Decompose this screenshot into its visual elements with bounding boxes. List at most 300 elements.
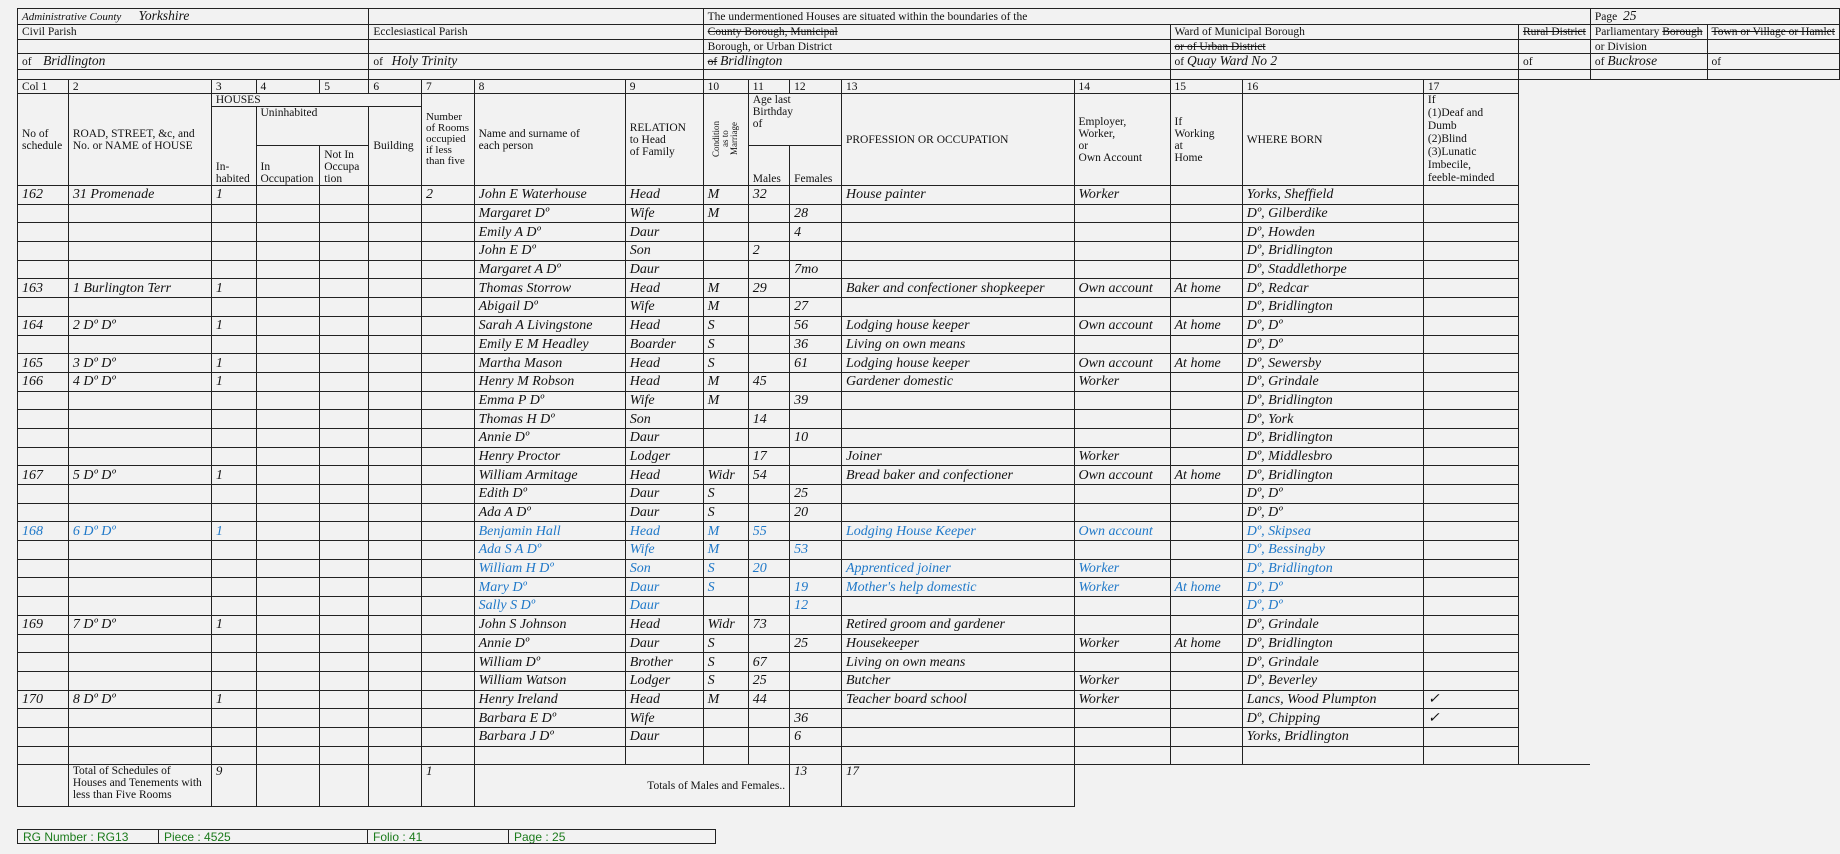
person-name: Ada S A Dº: [474, 541, 625, 560]
not-in-occupation: [320, 503, 369, 522]
male-age: [748, 634, 789, 653]
employment-status: Worker: [1074, 559, 1170, 578]
schedule-number: [18, 260, 69, 279]
not-in-occupation-heading: Not In Occupa tion: [320, 146, 369, 186]
building: [369, 204, 422, 223]
relation: Brother: [625, 653, 703, 672]
table-row: [18, 597, 1840, 616]
relation: Head: [625, 372, 703, 391]
female-age: [790, 690, 842, 709]
working-at-home: [1170, 186, 1242, 205]
schedule-number: [18, 578, 69, 597]
in-occupation: [256, 428, 320, 447]
birthplace: Dº, Bridlington: [1242, 298, 1423, 317]
marital-condition: M: [703, 372, 748, 391]
inhabited-count: [211, 391, 256, 410]
birthplace: Lancs, Wood Plumpton: [1242, 690, 1423, 709]
infirmity-mark: [1423, 223, 1518, 242]
marital-condition: S: [703, 485, 748, 504]
table-row: [18, 186, 1840, 205]
working-at-home: At home: [1170, 578, 1242, 597]
occupation: Housekeeper: [841, 634, 1074, 653]
person-name: Ada A Dº: [474, 503, 625, 522]
working-at-home: At home: [1170, 279, 1242, 298]
town-cell: of: [1707, 54, 1840, 70]
table-row: [18, 279, 1840, 298]
person-name: Annie Dº: [474, 428, 625, 447]
male-age: 67: [748, 653, 789, 672]
occupation: Living on own means: [841, 653, 1074, 672]
in-occupation: [256, 727, 320, 746]
female-age: 19: [790, 578, 842, 597]
employment-status: [1074, 204, 1170, 223]
employment-status: [1074, 335, 1170, 354]
female-age: [790, 653, 842, 672]
admin-county-cell: Administrative County Yorkshire: [18, 9, 369, 25]
person-name: John S Johnson: [474, 615, 625, 634]
male-age: [748, 391, 789, 410]
infirmity-mark: [1423, 671, 1518, 690]
table-row: [18, 653, 1840, 672]
male-age: 54: [748, 466, 789, 485]
birthplace: Dº, Beverley: [1242, 671, 1423, 690]
building: [369, 298, 422, 317]
schedule-number: [18, 298, 69, 317]
employment-status: [1074, 485, 1170, 504]
female-age: [790, 615, 842, 634]
building: [369, 335, 422, 354]
admin-county-value: Yorkshire: [138, 8, 190, 23]
inhabited-count: [211, 298, 256, 317]
working-at-home: [1170, 410, 1242, 429]
working-at-home: [1170, 653, 1242, 672]
employment-status: Own account: [1074, 316, 1170, 335]
inhabited-count: [211, 578, 256, 597]
road-address: 8 Dº Dº: [68, 690, 211, 709]
road-address: [68, 260, 211, 279]
inhabited-count: 1: [211, 316, 256, 335]
building: [369, 410, 422, 429]
table-row: [18, 503, 1840, 522]
in-occupation: [256, 279, 320, 298]
in-occupation-heading: In Occupation: [256, 146, 320, 186]
occupation: [841, 727, 1074, 746]
page-reference: Page : 25: [509, 830, 716, 844]
inhabited-count: [211, 559, 256, 578]
inhabited-count: [211, 410, 256, 429]
in-occupation: [256, 485, 320, 504]
occupation: Bread baker and confectioner: [841, 466, 1074, 485]
inhabited-count: [211, 223, 256, 242]
schedule-number: [18, 559, 69, 578]
inhabited-heading: In- habited: [211, 107, 256, 186]
male-age: [748, 597, 789, 616]
person-name: John E Waterhouse: [474, 186, 625, 205]
occupation: Baker and confectioner shopkeeper: [841, 279, 1074, 298]
person-name: William Dº: [474, 653, 625, 672]
table-row: [18, 727, 1840, 746]
road-address: 5 Dº Dº: [68, 466, 211, 485]
employment-status: [1074, 541, 1170, 560]
road-address: [68, 727, 211, 746]
male-age: 17: [748, 447, 789, 466]
working-home-heading: If Working at Home: [1170, 94, 1242, 186]
in-occupation: [256, 186, 320, 205]
rooms-count: [421, 559, 474, 578]
town-village-label: Town or Village or Hamlet: [1707, 25, 1840, 40]
occupation: House painter: [841, 186, 1074, 205]
building: [369, 709, 422, 728]
employer-heading: Employer, Worker, or Own Account: [1074, 94, 1170, 186]
inhabited-count: 1: [211, 354, 256, 373]
male-age: 14: [748, 410, 789, 429]
marital-condition: [703, 447, 748, 466]
table-row: [18, 354, 1840, 373]
birthplace: Dº, Bridlington: [1242, 559, 1423, 578]
occupation: [841, 541, 1074, 560]
table-row: [18, 316, 1840, 335]
occupation: Apprenticed joiner: [841, 559, 1074, 578]
rooms-count: [421, 541, 474, 560]
schedule-number: [18, 242, 69, 261]
marital-condition: M: [703, 186, 748, 205]
rooms-count: [421, 522, 474, 541]
marital-condition: S: [703, 316, 748, 335]
male-age: 73: [748, 615, 789, 634]
in-occupation: [256, 503, 320, 522]
infirmity-mark: [1423, 260, 1518, 279]
occupation: Butcher: [841, 671, 1074, 690]
not-in-occupation: [320, 298, 369, 317]
occupation: [841, 260, 1074, 279]
female-age: [790, 559, 842, 578]
rooms-count: [421, 279, 474, 298]
person-name: Barbara E Dº: [474, 709, 625, 728]
birthplace: Dº, Staddlethorpe: [1242, 260, 1423, 279]
schedule-number: 162: [18, 186, 69, 205]
birthplace: Dº, Bridlington: [1242, 428, 1423, 447]
table-row: [18, 372, 1840, 391]
inhabited-count: [211, 428, 256, 447]
male-age: [748, 223, 789, 242]
table-row: [18, 466, 1840, 485]
not-in-occupation: [320, 559, 369, 578]
census-records: [18, 186, 1840, 765]
building: [369, 186, 422, 205]
marital-condition: M: [703, 391, 748, 410]
not-in-occupation: [320, 223, 369, 242]
relation-heading: RELATION to Head of Family: [625, 94, 703, 186]
marital-condition: S: [703, 354, 748, 373]
working-at-home: [1170, 447, 1242, 466]
working-at-home: [1170, 372, 1242, 391]
building: [369, 447, 422, 466]
relation: Head: [625, 466, 703, 485]
totals-label: Total of Schedules of Houses and Tenements with less than Five Rooms: [68, 765, 211, 807]
female-age: 28: [790, 204, 842, 223]
building: [369, 466, 422, 485]
not-in-occupation: [320, 204, 369, 223]
schedule-number: [18, 727, 69, 746]
in-occupation: [256, 335, 320, 354]
female-age: 7mo: [790, 260, 842, 279]
employment-status: Own account: [1074, 354, 1170, 373]
person-name: [474, 746, 625, 765]
male-age: [748, 541, 789, 560]
relation: Head: [625, 279, 703, 298]
birthplace: Dº, Bessingby: [1242, 541, 1423, 560]
road-address: [68, 447, 211, 466]
schedule-number: [18, 335, 69, 354]
building: [369, 316, 422, 335]
person-name: Emma P Dº: [474, 391, 625, 410]
relation: Daur: [625, 578, 703, 597]
marital-condition: Widr: [703, 466, 748, 485]
inhabited-count: 1: [211, 690, 256, 709]
uninhabited-heading: Uninhabited: [256, 107, 369, 146]
marital-condition: [703, 223, 748, 242]
schedule-number: 170: [18, 690, 69, 709]
relation: Lodger: [625, 447, 703, 466]
occupation: Mother's help domestic: [841, 578, 1074, 597]
civil-parish-value: Bridlington: [43, 53, 106, 68]
road-address: 2 Dº Dº: [68, 316, 211, 335]
marital-condition: M: [703, 690, 748, 709]
female-age: 53: [790, 541, 842, 560]
person-name: John E Dº: [474, 242, 625, 261]
rooms-count: [421, 391, 474, 410]
rooms-count: [421, 653, 474, 672]
relation: Wife: [625, 391, 703, 410]
table-row: [18, 634, 1840, 653]
ward-label: Ward of Municipal Borough: [1170, 25, 1518, 40]
relation: Head: [625, 690, 703, 709]
relation: Son: [625, 242, 703, 261]
birthplace: Dº, Howden: [1242, 223, 1423, 242]
table-row: [18, 485, 1840, 504]
working-at-home: At home: [1170, 354, 1242, 373]
working-at-home: [1170, 559, 1242, 578]
employment-status: Worker: [1074, 690, 1170, 709]
occupation: Retired groom and gardener: [841, 615, 1074, 634]
total-houses: 9: [211, 765, 256, 807]
occupation: [841, 204, 1074, 223]
marital-condition: Widr: [703, 615, 748, 634]
table-row: [18, 428, 1840, 447]
inhabited-count: [211, 260, 256, 279]
occupation: [841, 242, 1074, 261]
relation: [625, 746, 703, 765]
infirmity-mark: [1423, 354, 1518, 373]
parl-cell: of Buckrose: [1590, 54, 1707, 70]
marital-condition: S: [703, 578, 748, 597]
inhabited-count: [211, 671, 256, 690]
marital-condition: [703, 727, 748, 746]
person-name: William Armitage: [474, 466, 625, 485]
table-row: [18, 522, 1840, 541]
female-age: 4: [790, 223, 842, 242]
not-in-occupation: [320, 391, 369, 410]
schedule-heading: No of schedule: [18, 94, 69, 186]
schedule-number: [18, 223, 69, 242]
census-table: [17, 8, 1840, 807]
inhabited-count: 1: [211, 186, 256, 205]
rooms-count: [421, 354, 474, 373]
infirmity-mark: [1423, 447, 1518, 466]
person-name: Benjamin Hall: [474, 522, 625, 541]
relation: Head: [625, 615, 703, 634]
rooms-count: 2: [421, 186, 474, 205]
ward-cell: of Quay Ward No 2: [1170, 54, 1518, 70]
person-name: William Watson: [474, 671, 625, 690]
relation: Daur: [625, 503, 703, 522]
not-in-occupation: [320, 447, 369, 466]
relation: Head: [625, 186, 703, 205]
county-borough-label: County Borough, Municipal: [703, 25, 1170, 40]
schedule-number: [18, 597, 69, 616]
schedule-number: 167: [18, 466, 69, 485]
relation: Daur: [625, 223, 703, 242]
occupation: [841, 223, 1074, 242]
male-age: [748, 746, 789, 765]
schedule-number: [18, 204, 69, 223]
marital-condition: S: [703, 335, 748, 354]
working-at-home: [1170, 223, 1242, 242]
male-age: 25: [748, 671, 789, 690]
working-at-home: [1170, 204, 1242, 223]
male-age: 44: [748, 690, 789, 709]
eccl-blank: [369, 9, 703, 25]
female-age: [790, 671, 842, 690]
not-in-occupation: [320, 578, 369, 597]
schedule-number: [18, 746, 69, 765]
table-row: [18, 260, 1840, 279]
inhabited-count: 1: [211, 372, 256, 391]
infirmity-mark: [1423, 746, 1518, 765]
infirmity-mark: [1423, 522, 1518, 541]
building: [369, 727, 422, 746]
employment-status: [1074, 223, 1170, 242]
employment-status: Worker: [1074, 671, 1170, 690]
rooms-count: [421, 242, 474, 261]
employment-status: [1074, 391, 1170, 410]
inhabited-count: [211, 727, 256, 746]
working-at-home: [1170, 690, 1242, 709]
table-row: [18, 746, 1840, 765]
employment-status: [1074, 260, 1170, 279]
rooms-count: [421, 372, 474, 391]
in-occupation: [256, 690, 320, 709]
working-at-home: [1170, 298, 1242, 317]
in-occupation: [256, 746, 320, 765]
person-name: Henry Proctor: [474, 447, 625, 466]
occupation: [841, 746, 1074, 765]
reference-footer: [17, 829, 716, 844]
houses-heading: HOUSES: [211, 94, 421, 107]
road-address: [68, 597, 211, 616]
occupation: Lodging house keeper: [841, 354, 1074, 373]
inhabited-count: 1: [211, 522, 256, 541]
in-occupation: [256, 447, 320, 466]
not-in-occupation: [320, 335, 369, 354]
working-at-home: [1170, 597, 1242, 616]
road-address: [68, 746, 211, 765]
relation: Daur: [625, 597, 703, 616]
employment-status: Worker: [1074, 578, 1170, 597]
male-age: [748, 298, 789, 317]
in-occupation: [256, 223, 320, 242]
not-in-occupation: [320, 466, 369, 485]
male-age: [748, 316, 789, 335]
table-row: [18, 541, 1840, 560]
not-in-occupation: [320, 671, 369, 690]
in-occupation: [256, 634, 320, 653]
person-name: Thomas Storrow: [474, 279, 625, 298]
infirmity-mark: [1423, 466, 1518, 485]
female-age: [790, 410, 842, 429]
birthplace: Dº, Grindale: [1242, 653, 1423, 672]
building: [369, 428, 422, 447]
relation: Daur: [625, 260, 703, 279]
female-age: 39: [790, 391, 842, 410]
females-heading: Females: [790, 146, 842, 186]
birthplace: Dº, Bridlington: [1242, 634, 1423, 653]
in-occupation: [256, 522, 320, 541]
relation: Wife: [625, 204, 703, 223]
birthplace: Dº, Dº: [1242, 316, 1423, 335]
birthplace: Dº, Skipsea: [1242, 522, 1423, 541]
table-row: [18, 559, 1840, 578]
admin-row-3: [18, 40, 1840, 54]
column-number-row: Col 1 2 3 4 5 6 7 8 9 10 11 12 13 14 15 16 17: [18, 80, 1840, 94]
person-name: Mary Dº: [474, 578, 625, 597]
road-address: [68, 541, 211, 560]
employment-status: Own account: [1074, 522, 1170, 541]
working-at-home: [1170, 709, 1242, 728]
road-address: [68, 559, 211, 578]
male-age: 55: [748, 522, 789, 541]
female-age: [790, 186, 842, 205]
working-at-home: At home: [1170, 634, 1242, 653]
not-in-occupation: [320, 410, 369, 429]
relation: Son: [625, 410, 703, 429]
rg-number: RG Number : RG13: [18, 830, 159, 844]
schedule-number: [18, 541, 69, 560]
not-in-occupation: [320, 260, 369, 279]
working-at-home: [1170, 522, 1242, 541]
name-heading: Name and surname of each person: [474, 94, 625, 186]
not-in-occupation: [320, 541, 369, 560]
marital-condition: [703, 597, 748, 616]
working-at-home: [1170, 428, 1242, 447]
rooms-count: [421, 316, 474, 335]
not-in-occupation: [320, 485, 369, 504]
infirmity-heading: If (1)Deaf and Dumb (2)Blind (3)Lunatic Imbecile, feeble-minded: [1423, 94, 1518, 186]
schedule-number: [18, 671, 69, 690]
not-in-occupation: [320, 428, 369, 447]
inhabited-count: [211, 447, 256, 466]
table-row: [18, 671, 1840, 690]
occupation: [841, 391, 1074, 410]
occupation-heading: PROFESSION OR OCCUPATION: [841, 94, 1074, 186]
employment-status: [1074, 242, 1170, 261]
female-age: 36: [790, 335, 842, 354]
occupation: [841, 485, 1074, 504]
birthplace: Dº, Bridlington: [1242, 242, 1423, 261]
where-born-heading: WHERE BORN: [1242, 94, 1423, 186]
male-age: 32: [748, 186, 789, 205]
schedule-number: 165: [18, 354, 69, 373]
